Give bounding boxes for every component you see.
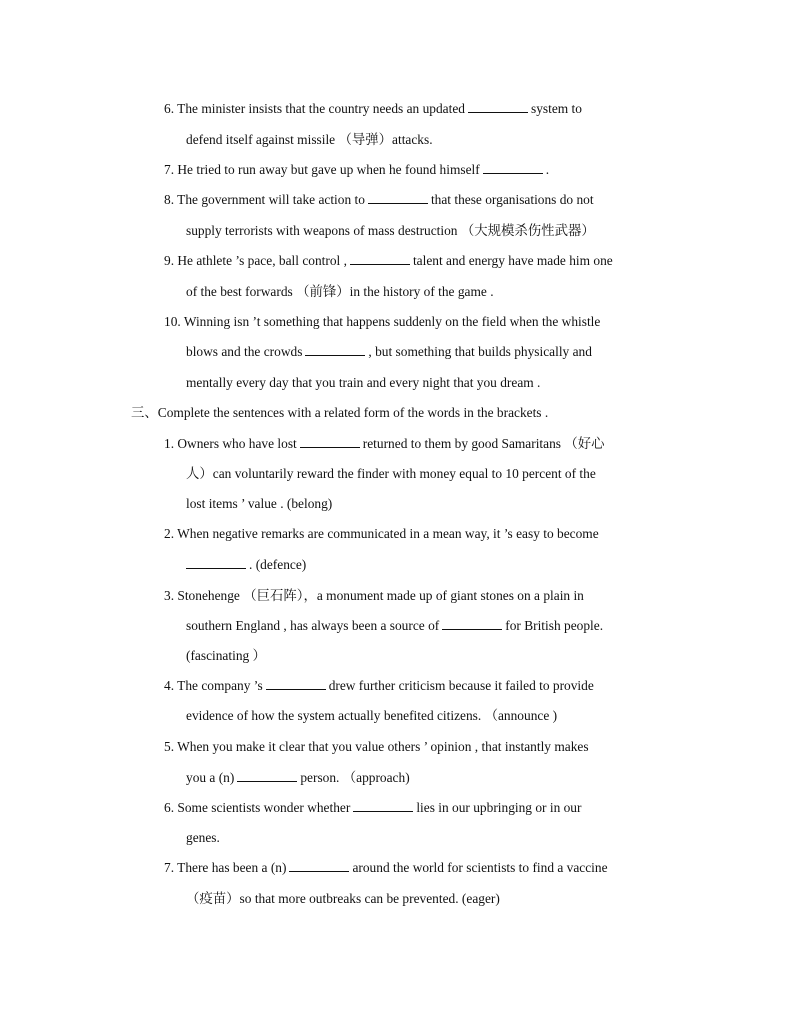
question-text: lost items ’ value . (belong) (186, 496, 333, 511)
question-text: 1. Owners who have lost (164, 436, 297, 451)
question-7-line-1 (164, 161, 549, 179)
question-text: （疫苗）so that more outbreaks can be prevented. (eager) (186, 891, 500, 906)
p3-question-5-line-1 (164, 738, 589, 756)
answer-blank (266, 677, 326, 690)
question-9-line-2 (186, 283, 494, 301)
question-text: talent and energy have made him one (412, 253, 613, 268)
question-text: southern England , has always been a source of (186, 618, 440, 633)
question-text: 5. When you make it clear that you value others ’ opinion , that instantly makes (164, 739, 589, 754)
question-text: 2. When negative remarks are communicated in a mean way, it ’s easy to become (164, 526, 599, 541)
question-text: . (545, 162, 550, 177)
answer-blank (300, 435, 360, 448)
question-text: 6. The minister insists that the country needs an updated (164, 101, 465, 116)
question-text: around the world for scientists to find a vaccine (352, 860, 608, 875)
question-text: (fascinating ） (186, 648, 266, 663)
question-text: drew further criticism because it failed to provide (328, 678, 594, 693)
question-text: lies in our upbringing or in our (416, 800, 582, 815)
question-text: 7. He tried to run away but gave up when he found himself (164, 162, 480, 177)
question-text: you a (n) (186, 770, 235, 785)
question-text: 3. Stonehenge （巨石阵），a monument made up of giant stones on a plain in (164, 588, 584, 603)
question-text: . (defence) (249, 557, 307, 572)
p3-question-5-line-2 (186, 769, 410, 787)
p3-question-4-line-2 (186, 707, 557, 725)
p3-question-2-line-1 (164, 525, 599, 543)
question-text: for British people. (505, 618, 604, 633)
question-text: defend itself against missile （导弹）attacks. (186, 132, 433, 147)
question-9-line-1 (164, 252, 613, 270)
question-text: system to (530, 101, 582, 116)
answer-blank (368, 191, 428, 204)
p3-question-1-line-3 (186, 495, 332, 513)
question-text: 8. The government will take action to (164, 192, 365, 207)
question-text: blows and the crowds (186, 344, 303, 359)
question-text: 4. The company ’s (164, 678, 263, 693)
question-text: person. （approach) (300, 770, 410, 785)
question-10-line-2 (186, 343, 592, 361)
section-3-heading (131, 404, 548, 422)
question-10-line-1 (164, 313, 600, 331)
question-text: that these organisations do not (430, 192, 594, 207)
p3-question-3-line-2 (186, 617, 603, 635)
question-text: , but something that builds physically and (368, 344, 592, 359)
question-8-line-1 (164, 191, 594, 209)
question-10-line-3 (186, 374, 540, 392)
answer-blank (442, 617, 502, 630)
p3-question-3-line-3 (186, 647, 266, 665)
p3-question-1-line-2 (186, 465, 596, 483)
answer-blank (305, 343, 365, 356)
question-text: 人）can voluntarily reward the finder with money equal to 10 percent of the (186, 466, 596, 481)
p3-question-7-line-1 (164, 859, 608, 877)
question-6-line-1 (164, 100, 582, 118)
question-text: supply terrorists with weapons of mass destruction （大规模杀伤性武器） (186, 223, 595, 238)
question-text: of the best forwards （前锋）in the history of the game . (186, 284, 494, 299)
question-text: 6. Some scientists wonder whether (164, 800, 351, 815)
p3-question-1-line-1 (164, 435, 605, 453)
answer-blank (353, 799, 413, 812)
section-heading-text: 三、Complete the sentences with a related form of the words in the brackets . (131, 405, 549, 420)
p3-question-4-line-1 (164, 677, 594, 695)
answer-blank (350, 252, 410, 265)
answer-blank (468, 100, 528, 113)
question-text: 9. He athlete ’s pace, ball control , (164, 253, 347, 268)
p3-question-3-line-1 (164, 587, 584, 605)
answer-blank (186, 556, 246, 569)
question-text: mentally every day that you train and every night that you dream . (186, 375, 541, 390)
question-text: evidence of how the system actually benefited citizens. （announce ) (186, 708, 558, 723)
question-8-line-2 (186, 222, 595, 240)
p3-question-6-line-2 (186, 829, 220, 847)
question-text: 10. Winning isn ’t something that happens suddenly on the field when the whistle (164, 314, 601, 329)
answer-blank (483, 161, 543, 174)
answer-blank (237, 769, 297, 782)
question-6-line-2 (186, 131, 433, 149)
p3-question-2-line-2 (186, 556, 306, 574)
p3-question-6-line-1 (164, 799, 581, 817)
answer-blank (289, 859, 349, 872)
question-text: genes. (186, 830, 220, 845)
question-text: returned to them by good Samaritans （好心 (362, 436, 605, 451)
p3-question-7-line-2 (186, 890, 500, 908)
question-text: 7. There has been a (n) (164, 860, 287, 875)
